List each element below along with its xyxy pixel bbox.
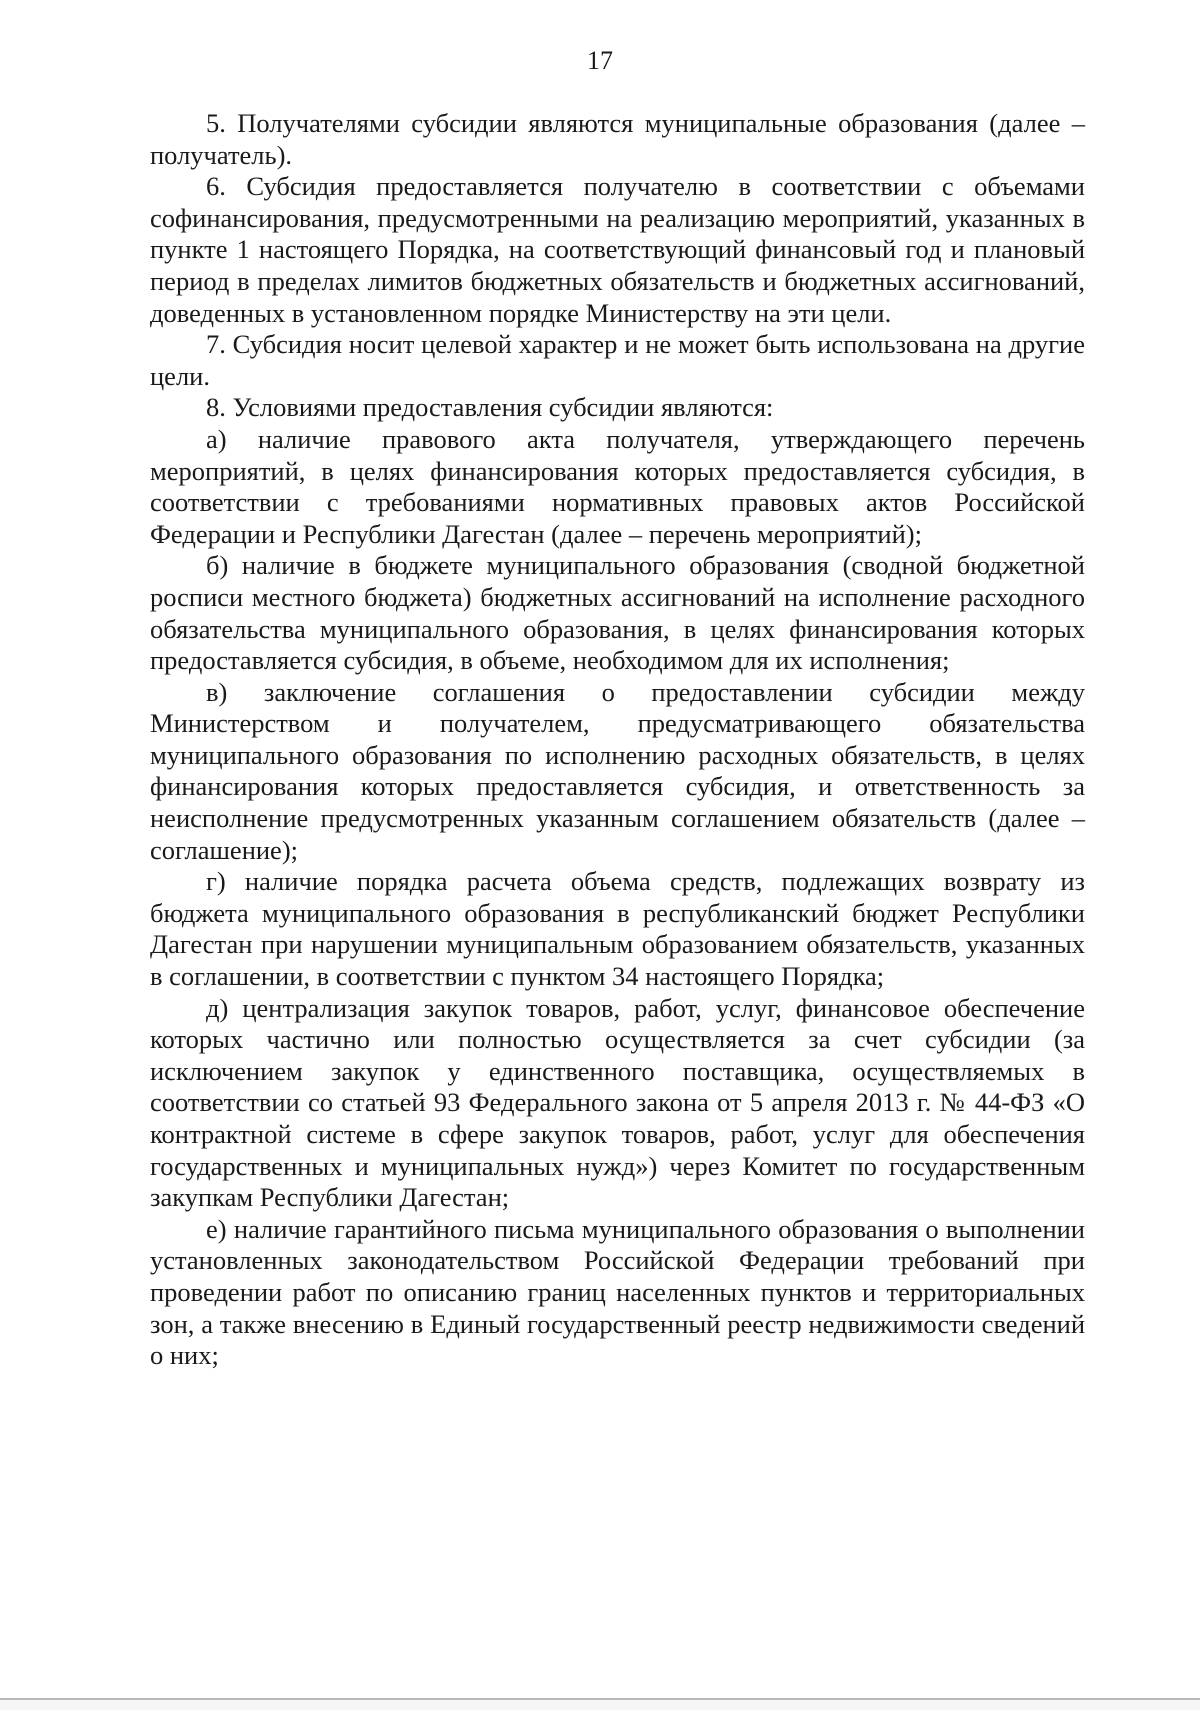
- paragraph-8d: д) централизация закупок товаров, работ, услуг, финансовое обеспечение которых частично или полностью осуществляется за счет субсидии (за исключением закупок у единственного поставщика, осуществляемых в соответствии со статьей 93 Федерального закона от 5 апреля 2013 г. № 44-ФЗ «О контрактной системе в сфере закупок товаров, работ, услуг для обеспечения государственных и муниципальных нужд») через Комитет по государственным закупкам Республики Дагестан;: [150, 992, 1085, 1213]
- paragraph-8a: а) наличие правового акта получателя, утверждающего перечень мероприятий, в целях финансирования которых предоставляется субсидия, в соответствии с требованиями нормативных правовых актов Российской Федерации и Республики Дагестан (далее – перечень мероприятий);: [150, 423, 1085, 549]
- paragraph-8: 8. Условиями предоставления субсидии являются:: [206, 392, 774, 423]
- paragraph-7: 7. Субсидия носит целевой характер и не может быть использована на другие цели.: [150, 329, 1085, 391]
- page-number: 17: [587, 46, 613, 75]
- paragraph-6: 6. Субсидия предоставляется получателю в соответствии с объемами софинансирования, предусмотренными на реализацию мероприятий, указанных в пункте 1 настоящего Порядка, на соответствующий финансовый год и плановый период в пределах лимитов бюджетных обязательств и бюджетных ассигнований, доведенных в установленном порядке Министерству на эти цели.: [150, 171, 1085, 328]
- paragraph-8v: в) заключение соглашения о предоставлении субсидии между Министерством и получателем, предусматривающего обязательства муниципального образования по исполнению расходных обязательств, в целях финансирования которых предоставляется субсидия, и ответственность за неисполнение предусмотренных указанным соглашением обязательств (далее – соглашение);: [150, 676, 1085, 865]
- document-body: [150, 108, 1085, 1372]
- scan-bottom-edge: [0, 1700, 1200, 1710]
- paragraph-8b: б) наличие в бюджете муниципального образования (сводной бюджетной росписи местного бюджета) бюджетных ассигнований на исполнение расходного обязательства муниципального образования, в целях финансирования которых предоставляется субсидия, в объеме, необходимом для их исполнения;: [150, 550, 1085, 676]
- paragraph-5: 5. Получателями субсидии являются муниципальные образования (далее – получатель).: [150, 108, 1085, 170]
- paragraph-8e: е) наличие гарантийного письма муниципального образования о выполнении установленных законодательством Российской Федерации требований при проведении работ по описанию границ населенных пунктов и территориальных зон, а также внесению в Единый государственный реестр недвижимости сведений о них;: [150, 1213, 1085, 1371]
- bottom-rule: [0, 1698, 1200, 1700]
- paragraph-8g: г) наличие порядка расчета объема средств, подлежащих возврату из бюджета муниципального образования в республиканский бюджет Республики Дагестан при нарушении муниципальным образованием обязательств, указанных в соглашении, в соответствии с пунктом 34 настоящего Порядка;: [150, 866, 1085, 992]
